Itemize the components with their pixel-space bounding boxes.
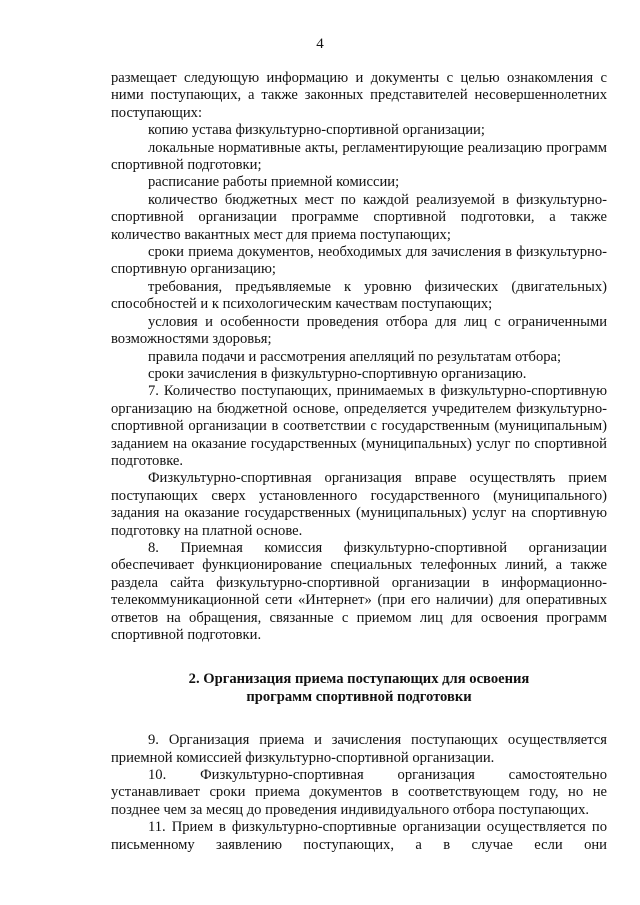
section-heading-line-1: 2. Организация приема поступающих для освоения bbox=[188, 671, 530, 688]
document-body bbox=[111, 70, 607, 854]
section-heading bbox=[111, 671, 607, 706]
paragraph: 7. Количество поступающих, принимаемых в физкультурно-спортивную организацию на бюджетной основе, определяется учредителем физкультурно-спортивной организации в соответствии с государственным (муниципальным) заданием на оказание государственных (муниципальных) услуг по спортивной подготовке. bbox=[111, 383, 607, 469]
paragraph: 8. Приемная комиссия физкультурно-спортивной организации обеспечивает функционирование специальных телефонных линий, а также раздела сайта физкультурно-спортивной организации в информационно-телекоммуникационной сети «Интернет» (при его наличии) для оперативных ответов на обращения, связанные с приемом лиц для освоения программ спортивной подготовки. bbox=[111, 539, 607, 643]
paragraph: Физкультурно-спортивная организация вправе осуществлять прием поступающих сверх установленного государственного (муниципального) задания на оказание государственных (муниципальных) услуг на спортивную подготовку на платной основе. bbox=[111, 470, 607, 539]
paragraph: сроки зачисления в физкультурно-спортивную организацию. bbox=[148, 365, 527, 382]
paragraphs-after-heading bbox=[111, 732, 607, 854]
section-heading-line-2: программ спортивной подготовки bbox=[246, 688, 472, 705]
paragraph: 9. Организация приема и зачисления поступающих осуществляется приемной комиссией физкультурно-спортивной организации. bbox=[111, 732, 607, 766]
paragraph: правила подачи и рассмотрения апелляций по результатам отбора; bbox=[148, 348, 562, 365]
paragraph: условия и особенности проведения отбора для лиц с ограниченными возможностями здоровья; bbox=[111, 313, 607, 348]
paragraph: сроки приема документов, необходимых для зачисления в физкультурно-спортивную организацию; bbox=[111, 244, 607, 278]
paragraph: копию устава физкультурно-спортивной организации; bbox=[148, 122, 485, 139]
paragraph: требования, предъявляемые к уровню физических (двигательных) способностей и к психологическим качествам поступающих; bbox=[111, 278, 607, 313]
paragraph: 10. Физкультурно-спортивная организация самостоятельно устанавливает сроки приема документов в соответствующем году, но не позднее чем за месяц до проведения индивидуального отбора поступающих. bbox=[111, 767, 607, 818]
paragraph: размещает следующую информацию и документы с целью ознакомления с ними поступающих, а также законных представителей несовершеннолетних поступающих: bbox=[111, 70, 607, 121]
paragraph: локальные нормативные акты, регламентирующие реализацию программ спортивной подготовки; bbox=[111, 139, 607, 174]
paragraph: количество бюджетных мест по каждой реализуемой в физкультурно-спортивной организации программе спортивной подготовки, а также количество вакантных мест для приема поступающих; bbox=[111, 191, 607, 243]
paragraph: 11. Прием в физкультурно-спортивные организации осуществляется по письменному заявлению поступающих, а в случае если они bbox=[111, 819, 607, 853]
paragraphs-before-heading bbox=[111, 70, 607, 644]
page-number: 4 bbox=[316, 36, 324, 52]
paragraph: расписание работы приемной комиссии; bbox=[148, 174, 400, 191]
